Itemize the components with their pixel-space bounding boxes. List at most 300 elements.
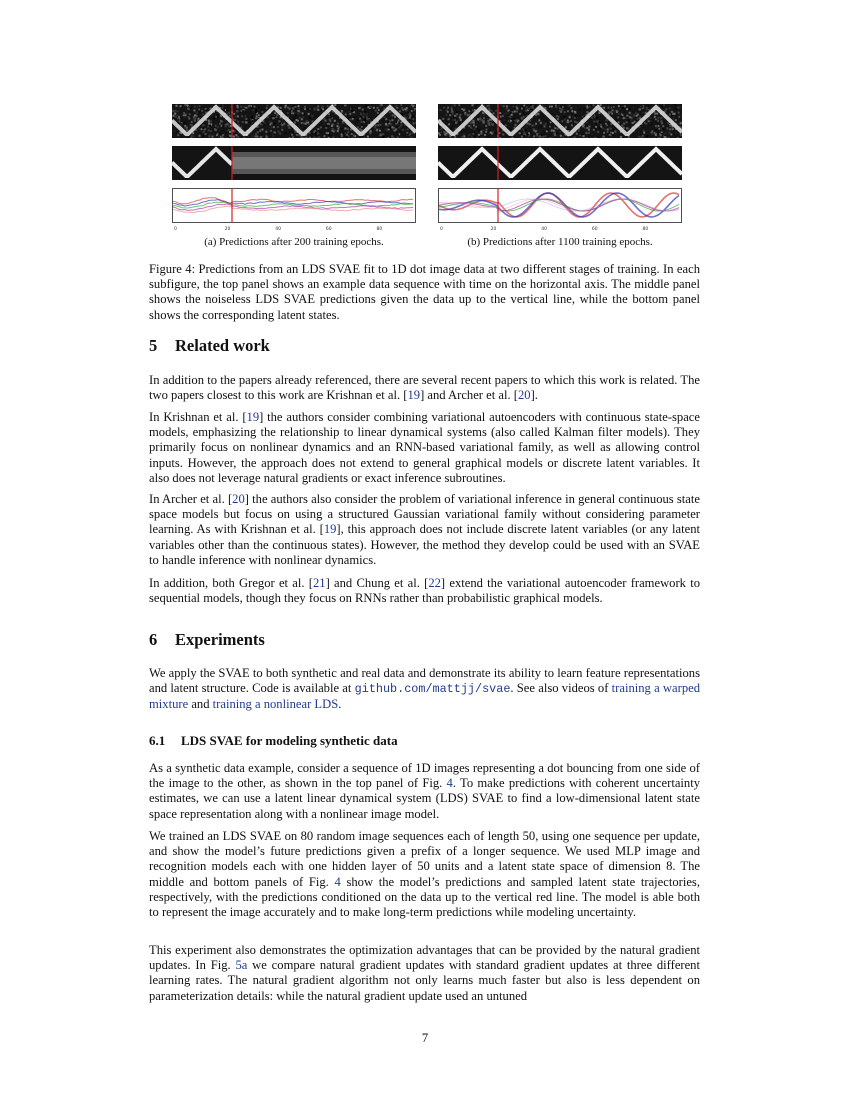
noise-pixel [470, 109, 472, 111]
noise-pixel [184, 104, 186, 106]
noise-pixel [456, 121, 458, 123]
noise-pixel [459, 116, 461, 118]
noise-pixel [412, 115, 414, 117]
noise-pixel [474, 133, 476, 135]
noise-pixel [174, 130, 176, 132]
noise-pixel [285, 132, 287, 134]
noise-pixel [543, 136, 545, 138]
noise-pixel [187, 108, 189, 110]
noise-pixel [291, 110, 293, 112]
noise-pixel [404, 108, 406, 110]
noise-pixel [265, 135, 267, 137]
noise-pixel [406, 132, 408, 134]
noise-pixel [381, 137, 383, 138]
text-run: and [188, 697, 213, 712]
noise-pixel [236, 110, 238, 112]
noise-pixel [492, 131, 494, 133]
noise-pixel [382, 133, 384, 135]
noise-pixel [561, 109, 563, 111]
bouncing-dot-trace [172, 149, 232, 176]
noise-pixel [251, 135, 253, 137]
noise-pixel [632, 122, 634, 124]
noise-pixel [259, 126, 261, 128]
noise-pixel [180, 134, 182, 136]
noise-pixel [480, 131, 482, 133]
section-heading [149, 630, 265, 650]
noise-pixel [651, 133, 653, 135]
noise-pixel [502, 115, 504, 117]
citation-link[interactable]: 19 [246, 410, 260, 424]
noise-pixel [373, 107, 375, 109]
noise-pixel [597, 137, 599, 138]
noise-pixel [251, 122, 253, 124]
noise-pixel [679, 121, 681, 123]
noise-pixel [309, 135, 311, 137]
figure-reference-link[interactable]: 4 [334, 874, 341, 889]
noise-pixel [500, 116, 502, 118]
noise-pixel [661, 106, 663, 108]
noise-pixel [345, 111, 347, 113]
noise-pixel [561, 120, 563, 122]
noise-pixel [440, 116, 442, 118]
noise-pixel [317, 133, 319, 135]
noise-pixel [600, 104, 602, 106]
noise-pixel [664, 136, 666, 138]
prediction-panel [172, 146, 416, 180]
noise-pixel [607, 131, 609, 133]
noise-pixel [678, 112, 680, 114]
noise-pixel [385, 123, 387, 125]
noise-pixel [507, 114, 509, 116]
noise-pixel [334, 120, 336, 122]
noise-pixel [366, 113, 368, 115]
noise-pixel [397, 134, 399, 136]
noise-pixel [472, 126, 474, 128]
noise-pixel [671, 111, 673, 113]
noise-pixel [375, 114, 377, 116]
noise-pixel [666, 131, 668, 133]
noise-pixel [183, 122, 185, 124]
noise-pixel [514, 111, 516, 113]
noise-pixel [605, 129, 607, 131]
noise-pixel [644, 137, 646, 138]
noise-pixel [213, 117, 215, 119]
noise-pixel [553, 111, 555, 113]
noise-pixel [593, 104, 595, 106]
noise-pixel [468, 128, 470, 130]
noise-pixel [217, 126, 219, 128]
noise-pixel [389, 111, 391, 113]
noise-pixel [527, 122, 529, 124]
noise-pixel [447, 111, 449, 113]
noise-pixel [634, 121, 636, 123]
noise-pixel [227, 138, 229, 139]
paragraph [149, 943, 700, 1004]
noise-pixel [626, 115, 628, 117]
noise-pixel [530, 106, 532, 108]
noise-pixel [460, 119, 462, 121]
paragraph [149, 410, 700, 486]
noise-pixel [655, 122, 657, 124]
noise-pixel [366, 116, 368, 118]
paragraph [149, 829, 700, 920]
noise-pixel [357, 119, 359, 121]
noise-pixel [667, 127, 669, 129]
video-link-nonlinear-lds[interactable]: training a nonlinear LDS [212, 697, 339, 712]
noise-pixel [542, 123, 544, 125]
noise-pixel [536, 135, 538, 137]
noise-pixel [576, 122, 578, 124]
noise-pixel [515, 124, 517, 126]
noise-pixel [521, 129, 523, 131]
text-run: . To make predictions with coherent uncertainty estimates, we can use a latent linear dynamical system (LDS) SVAE to find a low-dimensional latent state space representation along with a nonlinear image model. [149, 776, 701, 821]
noise-pixel [672, 128, 674, 130]
noise-pixel [672, 113, 674, 115]
noise-pixel [505, 124, 507, 126]
noise-pixel [543, 132, 545, 134]
noise-pixel [674, 134, 676, 136]
noise-pixel [519, 132, 521, 134]
noise-pixel [365, 105, 367, 107]
noise-pixel [289, 137, 291, 138]
paragraph [149, 492, 700, 568]
noise-pixel [172, 115, 174, 117]
noise-pixel [449, 114, 451, 116]
noise-pixel [326, 125, 328, 127]
noise-pixel [574, 121, 576, 123]
noise-pixel [292, 136, 294, 138]
noise-pixel [203, 124, 205, 126]
noise-pixel [617, 116, 619, 118]
noise-pixel [370, 106, 372, 108]
noise-pixel [255, 133, 257, 135]
noise-pixel [280, 107, 282, 109]
noise-pixel [332, 128, 334, 130]
noise-pixel [298, 134, 300, 136]
citation-link[interactable]: 20 [517, 388, 531, 403]
noise-pixel [677, 137, 679, 138]
noise-pixel [483, 129, 485, 131]
noise-pixel [582, 116, 584, 118]
noise-pixel [620, 136, 622, 138]
noise-pixel [438, 107, 440, 109]
noise-pixel [537, 113, 539, 115]
noise-pixel [336, 125, 338, 127]
noise-pixel [488, 124, 490, 126]
noise-pixel [409, 115, 411, 117]
noise-pixel [600, 126, 602, 128]
noise-pixel [578, 133, 580, 135]
noise-pixel [623, 123, 625, 125]
noise-pixel [614, 109, 616, 111]
noise-pixel [592, 135, 594, 137]
noise-pixel [185, 114, 187, 116]
axis-tick-label: 40 [275, 227, 282, 232]
noise-pixel [391, 135, 393, 137]
noise-pixel [294, 108, 296, 110]
noise-pixel [474, 128, 476, 130]
noise-pixel [295, 114, 297, 116]
noise-pixel [650, 120, 652, 122]
noise-pixel [470, 135, 472, 137]
noise-pixel [411, 133, 413, 135]
noise-pixel [327, 123, 329, 125]
noise-pixel [178, 116, 180, 118]
noise-pixel [269, 124, 271, 126]
axis-tick-label: 60 [325, 227, 332, 232]
noise-pixel [353, 116, 355, 118]
noise-pixel [221, 118, 223, 120]
noise-pixel [306, 137, 308, 138]
figure-reference-link[interactable]: 5a [235, 958, 248, 973]
noise-pixel [384, 121, 386, 123]
citation-link[interactable]: 19 [323, 522, 337, 537]
noise-pixel [215, 125, 217, 127]
noise-pixel [482, 112, 484, 114]
noise-pixel [528, 108, 530, 110]
noise-pixel [248, 135, 250, 137]
noise-pixel [675, 108, 677, 110]
noise-pixel [193, 109, 195, 111]
noise-pixel [637, 118, 639, 120]
noise-pixel [521, 113, 523, 115]
noise-pixel [500, 105, 502, 107]
noise-pixel [287, 107, 289, 109]
figure-caption-text: Figure 4: Predictions from an LDS SVAE fit to 1D dot image data at two different stages of training. In each subfigure, the top panel shows an example data sequence with time on the horizontal axis. The middle panel shows the noiseless LDS SVAE predictions given the data up to the vertical line, while the bottom panel shows the corresponding latent states. [149, 262, 700, 322]
noise-pixel [506, 105, 508, 107]
noise-pixel [254, 106, 256, 108]
noise-pixel [313, 137, 315, 138]
noise-pixel [613, 106, 615, 108]
noise-pixel [638, 109, 640, 111]
text-run: We apply the SVAE to both synthetic and real data and demonstrate its ability to learn feature representations and latent structure. Code is available at [149, 666, 700, 696]
noise-pixel [549, 137, 551, 138]
noise-pixel [341, 108, 343, 110]
noise-pixel [281, 127, 283, 129]
noise-pixel [362, 109, 364, 111]
noise-pixel [669, 114, 671, 116]
noise-pixel [545, 120, 547, 122]
noise-pixel [345, 127, 347, 129]
noise-pixel [217, 116, 219, 118]
noise-pixel [655, 118, 657, 120]
code-repository-link[interactable]: github.com/mattjj/svae [354, 682, 511, 697]
noise-pixel [582, 125, 584, 127]
noise-pixel [358, 107, 360, 109]
noise-pixel [383, 116, 385, 118]
noise-pixel [503, 105, 505, 107]
noise-pixel [621, 116, 623, 118]
noise-pixel [662, 128, 664, 130]
noise-pixel [442, 131, 444, 133]
noise-pixel [347, 108, 349, 110]
noise-pixel [674, 104, 676, 106]
noise-pixel [183, 112, 185, 114]
text-run: . [338, 697, 342, 712]
noise-pixel [357, 126, 359, 128]
bouncing-dot-trace [438, 149, 682, 176]
noise-pixel [540, 115, 542, 117]
noise-pixel [254, 136, 256, 138]
noise-pixel [376, 129, 378, 131]
noise-pixel [308, 113, 310, 115]
noise-pixel [487, 105, 489, 107]
noise-pixel [398, 119, 400, 121]
noise-pixel [585, 124, 587, 126]
noise-pixel [588, 132, 590, 134]
noise-pixel [237, 106, 239, 108]
noise-pixel [560, 135, 562, 137]
noise-pixel [603, 132, 605, 134]
noise-pixel [579, 109, 581, 111]
figure-reference-link[interactable]: 4 [446, 776, 453, 791]
noise-pixel [672, 118, 674, 120]
paragraph [149, 373, 700, 403]
text-run: ], this approach does not include discrete latent variables (or any latent variables other than the continuous states). However, the method they develop could be used with an SVAE to handle inference with nonlinear dynamics. [149, 522, 700, 567]
noise-pixel [565, 136, 567, 138]
noise-pixel [323, 135, 325, 137]
noise-pixel [177, 119, 179, 121]
noise-pixel [628, 136, 630, 138]
noise-pixel [270, 130, 272, 132]
video-link-warped-mixture[interactable]: training a warped mixture [149, 681, 700, 712]
section-title: Related work [175, 336, 270, 355]
noise-pixel [467, 137, 469, 138]
text-run: ] and Archer et al. [ [420, 388, 518, 403]
text-run: In addition, both Gregor et al. [ [149, 576, 313, 590]
noise-pixel [516, 107, 518, 109]
noise-pixel [233, 136, 235, 138]
noise-pixel [184, 127, 186, 129]
noise-pixel [472, 104, 474, 106]
noise-pixel [380, 134, 382, 136]
noise-pixel [409, 119, 411, 121]
section-number: 5 [149, 336, 158, 355]
noise-pixel [563, 116, 565, 118]
noise-pixel [262, 129, 264, 131]
citation-link[interactable]: 19 [407, 388, 421, 403]
noise-pixel [583, 135, 585, 137]
noise-pixel [390, 114, 392, 116]
noise-pixel [349, 111, 351, 113]
noise-pixel [256, 116, 258, 118]
noise-pixel [181, 137, 183, 138]
noise-pixel [308, 123, 310, 125]
noise-pixel [643, 132, 645, 134]
citation-link[interactable]: 20 [232, 492, 245, 506]
noise-pixel [644, 105, 646, 107]
noise-pixel [332, 124, 334, 126]
noise-pixel [628, 120, 630, 122]
noise-pixel [572, 116, 574, 118]
noise-pixel [329, 120, 331, 122]
noise-pixel [626, 121, 628, 123]
noise-pixel [454, 136, 456, 138]
noise-pixel [303, 137, 305, 138]
text-run: . See also videos of [510, 681, 612, 696]
noise-pixel [449, 116, 451, 118]
noise-pixel [404, 129, 406, 131]
noise-pixel [553, 125, 555, 127]
noise-pixel [586, 135, 588, 137]
noise-pixel [318, 125, 320, 127]
noise-pixel [530, 137, 532, 138]
noise-pixel [400, 137, 402, 139]
noise-pixel [479, 120, 481, 122]
noise-pixel [341, 110, 343, 112]
noise-pixel [463, 133, 465, 135]
noise-pixel [222, 134, 224, 136]
noise-pixel [353, 109, 355, 111]
noise-pixel [216, 134, 218, 136]
latent-states-panel [172, 188, 416, 232]
noise-pixel [284, 106, 286, 108]
noise-pixel [278, 131, 280, 133]
noise-pixel [173, 133, 175, 135]
noise-pixel [491, 110, 493, 112]
noise-pixel [349, 135, 351, 137]
noise-pixel [665, 108, 667, 110]
noise-pixel [281, 124, 283, 126]
citation-link[interactable]: 21 [313, 576, 326, 590]
paragraph [149, 666, 700, 713]
noise-pixel [173, 105, 175, 107]
noise-pixel [453, 119, 455, 121]
noise-pixel [300, 136, 302, 138]
noise-pixel [475, 126, 477, 128]
noise-pixel [379, 124, 381, 126]
noise-pixel [315, 107, 317, 109]
noise-pixel [590, 118, 592, 120]
noise-pixel [176, 131, 178, 133]
noise-pixel [279, 133, 281, 135]
noise-pixel [413, 122, 415, 124]
noise-pixel [583, 107, 585, 109]
noise-pixel [388, 123, 390, 125]
subfigure-a-caption: (a) Predictions after 200 training epochs. [204, 236, 384, 248]
noise-pixel [392, 119, 394, 121]
noise-pixel [267, 116, 269, 118]
text-run: ] and Chung et al. [ [325, 576, 429, 590]
noise-pixel [345, 136, 347, 138]
noise-pixel [287, 112, 289, 114]
noise-pixel [636, 115, 638, 117]
noise-pixel [381, 122, 383, 124]
noise-pixel [322, 107, 324, 109]
text-run: In addition to the papers already referenced, there are several recent papers to which this work is related. The two papers closest to this work are Krishnan et al. [ [149, 373, 700, 403]
noise-pixel [298, 105, 300, 107]
noise-pixel [482, 136, 484, 138]
noise-pixel [229, 135, 231, 137]
citation-link[interactable]: 22 [428, 576, 441, 590]
noise-pixel [571, 110, 573, 112]
noise-pixel [588, 121, 590, 123]
noise-pixel [329, 134, 331, 136]
noise-pixel [311, 115, 313, 117]
noise-pixel [551, 106, 553, 108]
noise-pixel [185, 107, 187, 109]
noise-pixel [569, 105, 571, 107]
noise-pixel [307, 108, 309, 110]
noise-pixel [569, 116, 571, 118]
noise-pixel [458, 104, 460, 106]
noise-pixel [186, 104, 188, 106]
noise-pixel [208, 120, 210, 122]
noise-pixel [192, 135, 194, 137]
subfigure-a [172, 104, 416, 232]
noise-pixel [571, 124, 573, 126]
noise-pixel [245, 116, 247, 118]
